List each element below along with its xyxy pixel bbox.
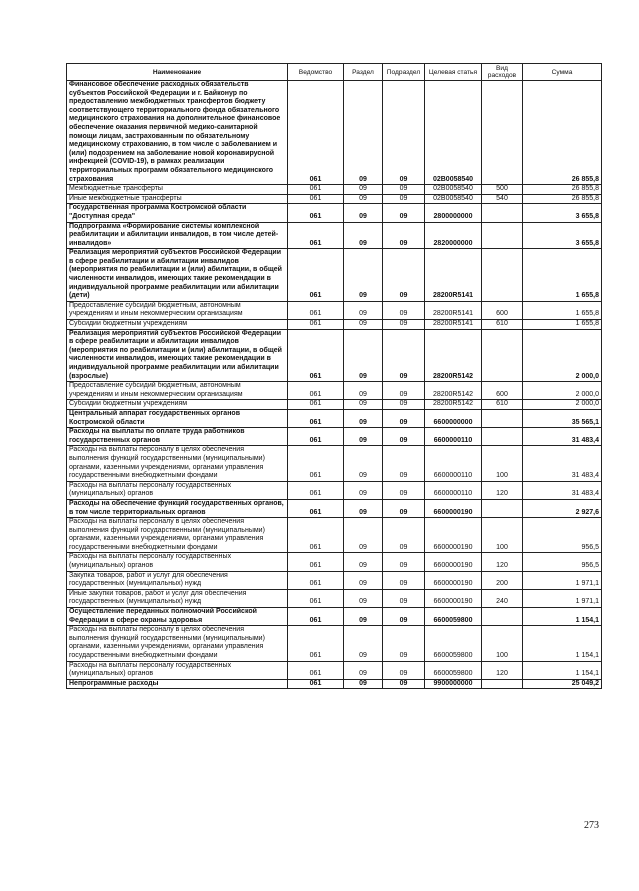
cell-section: 09 — [344, 249, 383, 302]
cell-name: Предоставление субсидий бюджетным, автономным учреждениям и иным некоммерческим организациям — [67, 301, 288, 319]
table-row — [67, 81, 602, 185]
table-row — [67, 626, 602, 661]
header-kind: Вид расходов — [482, 64, 523, 81]
cell-subsection: 09 — [383, 499, 425, 517]
cell-subsection: 09 — [383, 679, 425, 689]
header-target: Целевая статья — [425, 64, 482, 81]
cell-name: Государственная программа Костромской области "Доступная среда" — [67, 204, 288, 222]
cell-target: 6600000190 — [425, 518, 482, 553]
cell-dept: 061 — [288, 204, 344, 222]
cell-section: 09 — [344, 518, 383, 553]
cell-subsection: 09 — [383, 301, 425, 319]
cell-kind: 200 — [482, 571, 523, 589]
table-row — [67, 481, 602, 499]
cell-name: Субсидии бюджетным учреждениям — [67, 400, 288, 410]
table-row — [67, 608, 602, 626]
cell-kind — [482, 204, 523, 222]
cell-sum: 2 000,0 — [523, 400, 602, 410]
cell-target: 28200R5142 — [425, 400, 482, 410]
cell-name: Иные закупки товаров, работ и услуг для обеспечения государственных (муниципальных) нужд — [67, 589, 288, 607]
cell-target: 6600000110 — [425, 446, 482, 481]
cell-kind — [482, 428, 523, 446]
table-row — [67, 301, 602, 319]
cell-kind: 100 — [482, 518, 523, 553]
cell-kind: 610 — [482, 320, 523, 330]
cell-target: 6600059800 — [425, 661, 482, 679]
cell-name: Расходы на выплаты персоналу государственных (муниципальных) органов — [67, 661, 288, 679]
cell-subsection: 09 — [383, 400, 425, 410]
cell-section: 09 — [344, 301, 383, 319]
cell-subsection: 09 — [383, 249, 425, 302]
cell-target: 9900000000 — [425, 679, 482, 689]
header-sum: Сумма — [523, 64, 602, 81]
cell-dept: 061 — [288, 320, 344, 330]
table-row — [67, 428, 602, 446]
cell-name: Реализация мероприятий субъектов Российской Федерации в сфере реабилитации и абилитации инвалидов (мероприятия по реабилитации и (или) абилитации, в общей численности инвалидов, имеющих такие рекомендации в индивидуальной программе реабилитации или абилитации (дети) — [67, 249, 288, 302]
cell-target: 02В0058540 — [425, 185, 482, 195]
cell-sum: 26 855,8 — [523, 194, 602, 204]
cell-subsection: 09 — [383, 222, 425, 249]
cell-sum: 1 655,8 — [523, 320, 602, 330]
cell-subsection: 09 — [383, 194, 425, 204]
cell-subsection: 09 — [383, 571, 425, 589]
cell-kind — [482, 329, 523, 382]
cell-section: 09 — [344, 222, 383, 249]
cell-subsection: 09 — [383, 382, 425, 400]
table-row — [67, 571, 602, 589]
cell-name: Иные межбюджетные трансферты — [67, 194, 288, 204]
cell-name: Непрограммные расходы — [67, 679, 288, 689]
cell-dept: 061 — [288, 301, 344, 319]
cell-subsection: 09 — [383, 409, 425, 427]
cell-subsection: 09 — [383, 589, 425, 607]
cell-target: 28200R5141 — [425, 320, 482, 330]
cell-name: Расходы на выплаты персоналу в целях обеспечения выполнения функций государственными (муниципальными) органами, казенными учреждениями, органами управления государственными внебюджетными фондами — [67, 446, 288, 481]
table-row — [67, 400, 602, 410]
cell-target: 28200R5141 — [425, 249, 482, 302]
cell-dept: 061 — [288, 679, 344, 689]
table-row — [67, 185, 602, 195]
table-row — [67, 204, 602, 222]
cell-sum: 35 565,1 — [523, 409, 602, 427]
cell-name: Расходы на выплаты по оплате труда работников государственных органов — [67, 428, 288, 446]
cell-section: 09 — [344, 499, 383, 517]
table-body — [67, 81, 602, 689]
header-name: Наименование — [67, 64, 288, 81]
table-row — [67, 329, 602, 382]
cell-section: 09 — [344, 428, 383, 446]
cell-section: 09 — [344, 481, 383, 499]
cell-dept: 061 — [288, 382, 344, 400]
cell-kind — [482, 249, 523, 302]
cell-subsection: 09 — [383, 626, 425, 661]
cell-sum: 31 483,4 — [523, 446, 602, 481]
table-row — [67, 249, 602, 302]
cell-section: 09 — [344, 679, 383, 689]
cell-name: Расходы на обеспечение функций государственных органов, в том числе территориальных органов — [67, 499, 288, 517]
cell-section: 09 — [344, 446, 383, 481]
cell-target: 2820000000 — [425, 222, 482, 249]
cell-name: Предоставление субсидий бюджетным, автономным учреждениям и иным некоммерческим организациям — [67, 382, 288, 400]
cell-sum: 2 000,0 — [523, 329, 602, 382]
cell-subsection: 09 — [383, 446, 425, 481]
table-row — [67, 382, 602, 400]
header-dept: Ведомство — [288, 64, 344, 81]
cell-section: 09 — [344, 400, 383, 410]
cell-sum: 1 154,1 — [523, 608, 602, 626]
cell-sum: 3 655,8 — [523, 222, 602, 249]
table-row — [67, 194, 602, 204]
table-row — [67, 320, 602, 330]
cell-name: Подпрограмма «Формирование системы комплексной реабилитации и абилитации инвалидов, в том числе детей-инвалидов» — [67, 222, 288, 249]
cell-subsection: 09 — [383, 81, 425, 185]
cell-dept: 061 — [288, 400, 344, 410]
cell-section: 09 — [344, 626, 383, 661]
budget-table-sheet — [66, 63, 601, 689]
table-row — [67, 499, 602, 517]
cell-section: 09 — [344, 382, 383, 400]
cell-name: Межбюджетные трансферты — [67, 185, 288, 195]
page-number: 273 — [584, 820, 599, 831]
cell-name: Субсидии бюджетным учреждениям — [67, 320, 288, 330]
cell-target: 6600000000 — [425, 409, 482, 427]
cell-kind — [482, 679, 523, 689]
cell-target: 02В0058540 — [425, 81, 482, 185]
cell-kind: 500 — [482, 185, 523, 195]
budget-table — [66, 63, 602, 689]
cell-section: 09 — [344, 661, 383, 679]
cell-sum: 3 655,8 — [523, 204, 602, 222]
cell-dept: 061 — [288, 499, 344, 517]
cell-subsection: 09 — [383, 329, 425, 382]
table-header-row — [67, 64, 602, 81]
cell-target: 6600000110 — [425, 481, 482, 499]
cell-kind: 120 — [482, 661, 523, 679]
cell-dept: 061 — [288, 571, 344, 589]
cell-subsection: 09 — [383, 185, 425, 195]
cell-subsection: 09 — [383, 204, 425, 222]
table-row — [67, 589, 602, 607]
cell-kind — [482, 222, 523, 249]
table-row — [67, 518, 602, 553]
table-row — [67, 446, 602, 481]
cell-kind: 120 — [482, 553, 523, 571]
cell-subsection: 09 — [383, 518, 425, 553]
cell-name: Осуществление переданных полномочий Российской Федерации в сфере охраны здоровья — [67, 608, 288, 626]
cell-dept: 061 — [288, 185, 344, 195]
cell-dept: 061 — [288, 626, 344, 661]
cell-kind: 540 — [482, 194, 523, 204]
cell-section: 09 — [344, 81, 383, 185]
cell-kind — [482, 81, 523, 185]
cell-sum: 1 971,1 — [523, 571, 602, 589]
cell-section: 09 — [344, 553, 383, 571]
cell-sum: 956,5 — [523, 518, 602, 553]
cell-dept: 061 — [288, 249, 344, 302]
cell-dept: 061 — [288, 81, 344, 185]
cell-subsection: 09 — [383, 553, 425, 571]
cell-subsection: 09 — [383, 608, 425, 626]
cell-name: Расходы на выплаты персоналу государственных (муниципальных) органов — [67, 553, 288, 571]
cell-name: Финансовое обеспечение расходных обязательств субъектов Российской Федерации и г. Байконур по предоставлению межбюджетных трансфертов бюджету соответствующего территориального фонда обязательного медицинского страхования на дополнительное финансовое обеспечение оказания первичной медико-санитарной помощи лицам, застрахованным по обязательному медицинскому страхованию, в том числе с заболеванием и (или) подозрением на заболевание новой коронавирусной инфекцией (COVID-19), в рамках реализации территориальных программ обязательного медицинского страхования — [67, 81, 288, 185]
table-row — [67, 222, 602, 249]
cell-name: Закупка товаров, работ и услуг для обеспечения государственных (муниципальных) нужд — [67, 571, 288, 589]
table-row — [67, 679, 602, 689]
cell-kind — [482, 499, 523, 517]
cell-dept: 061 — [288, 553, 344, 571]
cell-sum: 25 049,2 — [523, 679, 602, 689]
cell-kind: 100 — [482, 446, 523, 481]
cell-dept: 061 — [288, 481, 344, 499]
cell-sum: 2 927,6 — [523, 499, 602, 517]
cell-dept: 061 — [288, 194, 344, 204]
cell-sum: 31 483,4 — [523, 481, 602, 499]
cell-target: 6600059800 — [425, 608, 482, 626]
cell-section: 09 — [344, 571, 383, 589]
cell-dept: 061 — [288, 518, 344, 553]
cell-sum: 1 971,1 — [523, 589, 602, 607]
header-subsection: Подраздел — [383, 64, 425, 81]
cell-name: Расходы на выплаты персоналу в целях обеспечения выполнения функций государственными (муниципальными) органами, казенными учреждениями, органами управления государственными внебюджетными фондами — [67, 626, 288, 661]
cell-target: 6600000190 — [425, 499, 482, 517]
cell-name: Расходы на выплаты персоналу государственных (муниципальных) органов — [67, 481, 288, 499]
cell-target: 28200R5141 — [425, 301, 482, 319]
cell-dept: 061 — [288, 608, 344, 626]
cell-target: 28200R5142 — [425, 329, 482, 382]
cell-section: 09 — [344, 409, 383, 427]
cell-section: 09 — [344, 589, 383, 607]
cell-sum: 31 483,4 — [523, 428, 602, 446]
table-row — [67, 661, 602, 679]
cell-section: 09 — [344, 320, 383, 330]
cell-name: Реализация мероприятий субъектов Российской Федерации в сфере реабилитации и абилитации инвалидов (мероприятия по реабилитации и (или) абилитации, в общей численности инвалидов, имеющих такие рекомендации в индивидуальной программе реабилитации или абилитации (взрослые) — [67, 329, 288, 382]
cell-name: Расходы на выплаты персоналу в целях обеспечения выполнения функций государственными (муниципальными) органами, казенными учреждениями, органами управления государственными внебюджетными фондами — [67, 518, 288, 553]
cell-kind: 100 — [482, 626, 523, 661]
cell-section: 09 — [344, 194, 383, 204]
cell-kind — [482, 608, 523, 626]
cell-sum: 1 655,8 — [523, 301, 602, 319]
cell-target: 6600000190 — [425, 553, 482, 571]
cell-name: Центральный аппарат государственных органов Костромской области — [67, 409, 288, 427]
cell-target: 28200R5142 — [425, 382, 482, 400]
cell-target: 6600000190 — [425, 571, 482, 589]
cell-sum: 2 000,0 — [523, 382, 602, 400]
cell-subsection: 09 — [383, 428, 425, 446]
header-section: Раздел — [344, 64, 383, 81]
cell-kind: 240 — [482, 589, 523, 607]
cell-target: 6600000190 — [425, 589, 482, 607]
cell-subsection: 09 — [383, 661, 425, 679]
cell-section: 09 — [344, 204, 383, 222]
cell-dept: 061 — [288, 409, 344, 427]
cell-dept: 061 — [288, 589, 344, 607]
cell-target: 6600059800 — [425, 626, 482, 661]
cell-sum: 1 655,8 — [523, 249, 602, 302]
cell-dept: 061 — [288, 329, 344, 382]
cell-kind: 600 — [482, 382, 523, 400]
table-row — [67, 553, 602, 571]
cell-sum: 1 154,1 — [523, 626, 602, 661]
cell-target: 2800000000 — [425, 204, 482, 222]
cell-kind: 610 — [482, 400, 523, 410]
cell-section: 09 — [344, 185, 383, 195]
cell-subsection: 09 — [383, 320, 425, 330]
cell-target: 02В0058540 — [425, 194, 482, 204]
cell-dept: 061 — [288, 222, 344, 249]
cell-kind: 600 — [482, 301, 523, 319]
cell-target: 6600000110 — [425, 428, 482, 446]
cell-sum: 956,5 — [523, 553, 602, 571]
cell-dept: 061 — [288, 661, 344, 679]
cell-kind: 120 — [482, 481, 523, 499]
cell-kind — [482, 409, 523, 427]
table-row — [67, 409, 602, 427]
cell-sum: 1 154,1 — [523, 661, 602, 679]
cell-subsection: 09 — [383, 481, 425, 499]
cell-sum: 26 855,8 — [523, 185, 602, 195]
cell-section: 09 — [344, 608, 383, 626]
cell-section: 09 — [344, 329, 383, 382]
cell-dept: 061 — [288, 428, 344, 446]
cell-dept: 061 — [288, 446, 344, 481]
cell-sum: 26 855,8 — [523, 81, 602, 185]
